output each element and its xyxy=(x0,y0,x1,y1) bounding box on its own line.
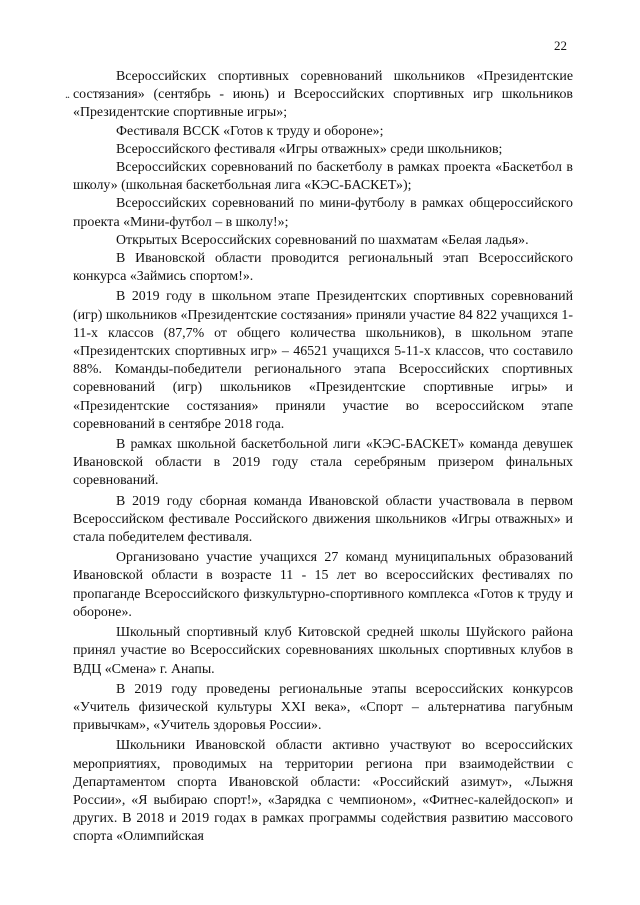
paragraph-brave-games-festival: В 2019 году сборная команда Ивановской области участвовала в первом Всероссийском фестивале Российского движения школьников «Игры отважных» и стала победителем фестиваля. xyxy=(73,493,573,546)
paragraph-brave-games: Всероссийского фестиваля «Игры отважных» среди школьников; xyxy=(116,141,503,157)
page-number: 22 xyxy=(554,38,567,53)
margin-mark: .. xyxy=(65,87,69,101)
paragraph-competitions-presidential: Всероссийских спортивных соревнований школьников «Президентские состязания» (сентябрь - июнь) и Всероссийских спортивных игр школьников «Президентские спортивные игры»; xyxy=(73,69,573,121)
paragraph-basketball-league: В рамках школьной баскетбольной лиги «КЭС-БАСКЕТ» команда девушек Ивановской области в 2019 году стала серебряным призером финальных соревнований. xyxy=(73,437,573,489)
paragraph-festival-gto: Фестиваля ВССК «Готов к труду и обороне»; xyxy=(116,123,384,139)
paragraph-2019-school-stage: В 2019 году в школьном этапе Президентских спортивных соревнований (игр) школьников «Президентские состязания» приняли участие 84 822 учащихся 1-11-х классов (87,7% от общего количества школьников), в школьном этапе «Президентских спортивных игр» – 46521 учащихся 5-11-х классов, что составило 88%. Команды-победители регионального этапа Всероссийских спортивных соревнований (игр) школьников «Президентские спортивные игры» и «Президентские состязания» приняли участие во всероссийском этапе соревнований в сентябре 2018 года. xyxy=(73,289,573,432)
paragraph-gto-festivals: Организовано участие учащихся 27 команд муниципальных образований Ивановской области в возрасте 11 - 15 лет во всероссийских фестивалях по пропаганде Всероссийского физкультурно-спортивного комплекса «Готов к труду и обороне». xyxy=(73,550,573,620)
paragraph-sports-club: Школьный спортивный клуб Китовской средней школы Шуйского района принял участие во Всероссийских соревнованиях школьных спортивных клубов в ВДЦ «Смена» г. Анапы. xyxy=(73,625,573,677)
paragraph-all-russian-events: Школьники Ивановской области активно участвуют во всероссийских мероприятиях, проводимых на территории региона при взаимодействии с Департаментом спорта Ивановской области: «Российский азимут», «Лыжня России», «Я выбираю спорт!», «Зарядка с чемпионом», «Фитнес-калейдоскоп» и других. В 2018 и 2019 годах в рамках программы содействия развитию массового спорта «Олимпийская xyxy=(73,738,573,845)
paragraph-chess: Открытых Всероссийских соревнований по шахматам «Белая ладья». xyxy=(116,232,529,248)
paragraph-regional-contest: В Ивановской области проводится региональный этап Всероссийского конкурса «Займись спортом!». xyxy=(73,251,573,285)
paragraph-mini-football: Всероссийских соревнований по мини-футболу в рамках общероссийского проекта «Мини-футбол – в школу!»; xyxy=(73,196,573,230)
body-text xyxy=(73,68,573,847)
paragraph-basketball: Всероссийских соревнований по баскетболу в рамках проекта «Баскетбол в школу» (школьная баскетбольная лига «КЭС-БАСКЕТ»); xyxy=(73,160,573,194)
paragraph-regional-stages: В 2019 году проведены региональные этапы всероссийских конкурсов «Учитель физической культуры XXI века», «Спорт – альтернатива пагубным привычкам», «Учитель здоровья России». xyxy=(73,681,573,734)
